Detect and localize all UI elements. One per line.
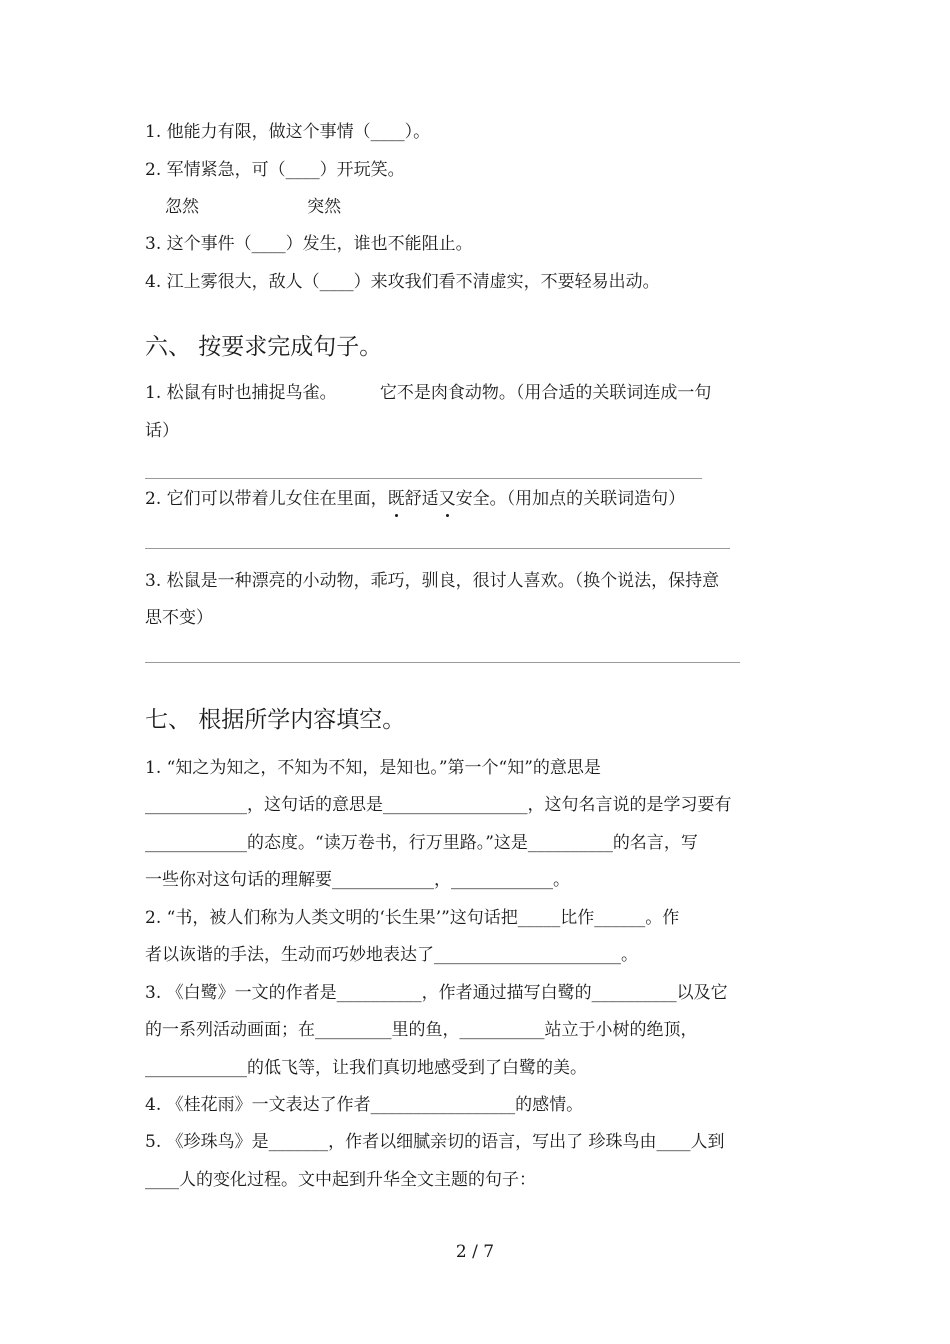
s7-line-3: ____________的态度。“读万卷书，行万里路。”这是__________的名言，写 xyxy=(145,833,698,853)
s6-q2-answer-line xyxy=(145,548,730,549)
s7-line-5: 2. “书，被人们称为人类文明的‘长生果’”这句话把_____比作______。作 xyxy=(145,908,680,928)
s5-line-4: 4. 江上雾很大，敌人（____）来攻我们看不清虚实，不要轻易出动。 xyxy=(145,272,660,292)
s6-q2 xyxy=(145,488,685,510)
s6-q2-after: 安全。（用加点的关联词造句） xyxy=(455,489,686,509)
s7-line-1: 1. “知之为知之，不知为不知，是知也。”第一个“知”的意思是 xyxy=(145,758,601,778)
s5-line-3: 3. 这个事件（____）发生，谁也不能阻止。 xyxy=(145,234,473,254)
s6-q3-answer-line xyxy=(145,662,740,663)
s6-q2-middle: 舒适 xyxy=(404,489,439,509)
s6-q1-answer-line xyxy=(145,478,702,479)
s6-q3-line-1: 3. 松鼠是一种漂亮的小动物，乖巧，驯良，很讨人喜欢。（换个说法，保持意 xyxy=(145,571,720,591)
s7-line-12: ____人的变化过程。文中起到升华全文主题的句子： xyxy=(145,1170,536,1190)
s7-line-8: 的一系列活动画面；在_________里的鱼，__________站立于小树的绝顶， xyxy=(145,1020,698,1040)
section-6-heading: 六、 按要求完成句子。 xyxy=(145,334,383,360)
s7-line-10: 4. 《桂花雨》一文表达了作者_________________的感情。 xyxy=(145,1095,584,1115)
s5-word-options: 忽然 突然 xyxy=(165,197,342,217)
s5-line-2: 2. 军情紧急，可（____）开玩笑。 xyxy=(145,160,405,180)
s7-line-2: ____________，这句话的意思是_________________，这句名言说的是学习要有 xyxy=(145,795,732,815)
page-number: 2 / 7 xyxy=(455,1242,495,1262)
s5-line-1: 1. 他能力有限，做这个事情（____）。 xyxy=(145,122,431,142)
s6-q2-before: 2. 它们可以带着儿女住在里面， xyxy=(145,489,388,509)
section-7-heading: 七、 根据所学内容填空。 xyxy=(145,707,406,733)
s6-q3-line-2: 思不变） xyxy=(145,608,213,628)
s7-line-6: 者以诙谐的手法，生动而巧妙地表达了______________________。 xyxy=(145,945,638,965)
s6-q2-dotted-char-1: 既 xyxy=(387,489,405,509)
s7-line-11: 5. 《珍珠鸟》是_______，作者以细腻亲切的语言，写出了 珍珠鸟由____人到 xyxy=(145,1132,725,1152)
s6-q1-line-2: 话） xyxy=(145,421,179,441)
s7-line-9: ____________的低飞等，让我们真切地感受到了白鹭的美。 xyxy=(145,1058,587,1078)
s7-line-4: 一些你对这句话的理解要____________，____________。 xyxy=(145,870,570,890)
s6-q2-dotted-char-2: 又 xyxy=(438,489,456,509)
s6-q1-line-1: 1. 松鼠有时也捕捉鸟雀。 它不是肉食动物。（用合适的关联词连成一句 xyxy=(145,383,712,403)
s7-line-7: 3. 《白鹭》一文的作者是__________，作者通过描写白鹭的__________以及它 xyxy=(145,983,728,1003)
